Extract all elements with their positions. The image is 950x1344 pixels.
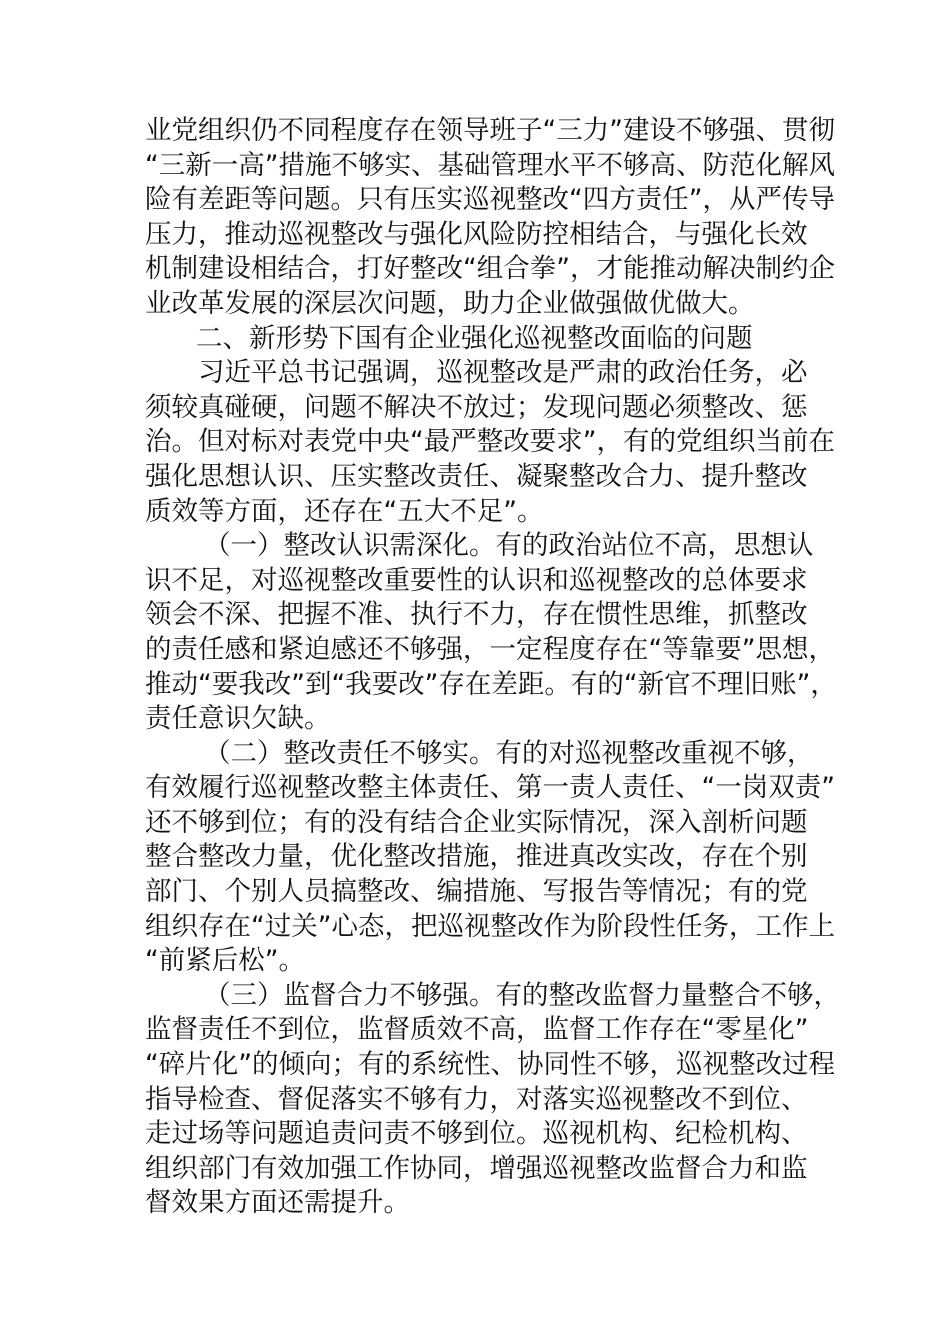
text-line: 有效履行巡视整改整主体责任、第一责人责任、“一岗双责” xyxy=(145,772,835,804)
text-line: 推动“要我改”到“我要改”存在差距。有的“新官不理旧账”， xyxy=(145,668,837,700)
text-line: 还不够到位；有的没有结合企业实际情况，深入剖析问题 xyxy=(145,806,808,838)
text-line: 整合整改力量，优化整改措施，推进真改实改，存在个别 xyxy=(145,841,808,873)
text-line: 组织存在“过关”心态，把巡视整改作为阶段性任务，工作上 xyxy=(145,910,835,942)
text-line: “碎片化”的倾向；有的系统性、协同性不够，巡视整改过程 xyxy=(145,1049,835,1081)
subsection-heading-line: （三）监督合力不够强。有的整改监督力量整合不够， xyxy=(204,979,840,1011)
text-line: “前紧后松”。 xyxy=(145,945,305,977)
subsection-heading-line: （二）整改责任不够实。有的对巡视整改重视不够， xyxy=(204,737,814,769)
text-line: 监督责任不到位，监督质效不高，监督工作存在“零星化” xyxy=(145,1014,809,1046)
text-line: 强化思想认识、压实整改责任、凝聚整改合力、提升整改 xyxy=(145,460,808,492)
text-line: 识不足，对巡视整改重要性的认识和巡视整改的总体要求 xyxy=(145,564,808,596)
text-line: 业党组织仍不同程度存在领导班子“三力”建设不够强、贯彻 xyxy=(145,115,835,146)
text-line: 督效果方面还需提升。 xyxy=(145,1187,410,1219)
text-line: 机制建设相结合，打好整改“组合拳”，才能推动解决制约企 xyxy=(145,253,835,285)
text-line: 领会不深、把握不准、执行不力，存在惯性思维，抓整改 xyxy=(145,599,808,631)
text-line: 部门、个别人员搞整改、编措施、写报告等情况；有的党 xyxy=(145,876,808,908)
text-line: 组织部门有效加强工作协同，增强巡视整改监督合力和监 xyxy=(145,1152,808,1184)
text-line: 习近平总书记强调，巡视整改是严肃的政治任务，必 xyxy=(198,357,808,389)
subsection-heading-line: （一）整改认识需深化。有的政治站位不高，思想认 xyxy=(204,530,814,562)
text-line: “三新一高”措施不够实、基础管理水平不够高、防范化解风 xyxy=(145,149,835,181)
text-line: 责任意识欠缺。 xyxy=(145,703,331,735)
section-heading: 二、新形势下国有企业强化巡视整改面临的问题 xyxy=(196,322,753,354)
text-line: 走过场等问题追责问责不够到位。巡视机构、纪检机构、 xyxy=(145,1118,808,1150)
text-line: 须较真碰硬，问题不解决不放过；发现问题必须整改、惩 xyxy=(145,391,808,423)
text-line: 质效等方面，还存在“五大不足”。 xyxy=(145,495,544,527)
text-line: 压力，推动巡视整改与强化风险防控相结合，与强化长效 xyxy=(145,218,808,250)
text-line: 指导检查、督促落实不够有力，对落实巡视整改不到位、 xyxy=(145,1083,808,1115)
body-text xyxy=(145,114,840,1221)
text-line: 险有差距等问题。只有压实巡视整改“四方责任”，从严传导 xyxy=(145,184,835,216)
text-line: 治。但对标对表党中央“最严整改要求”，有的党组织当前在 xyxy=(145,426,835,458)
text-line: 业改革发展的深层次问题，助力企业做强做优做大。 xyxy=(145,287,755,319)
text-line: 的责任感和紧迫感还不够强，一定程度存在“等靠要”思想， xyxy=(145,633,835,665)
